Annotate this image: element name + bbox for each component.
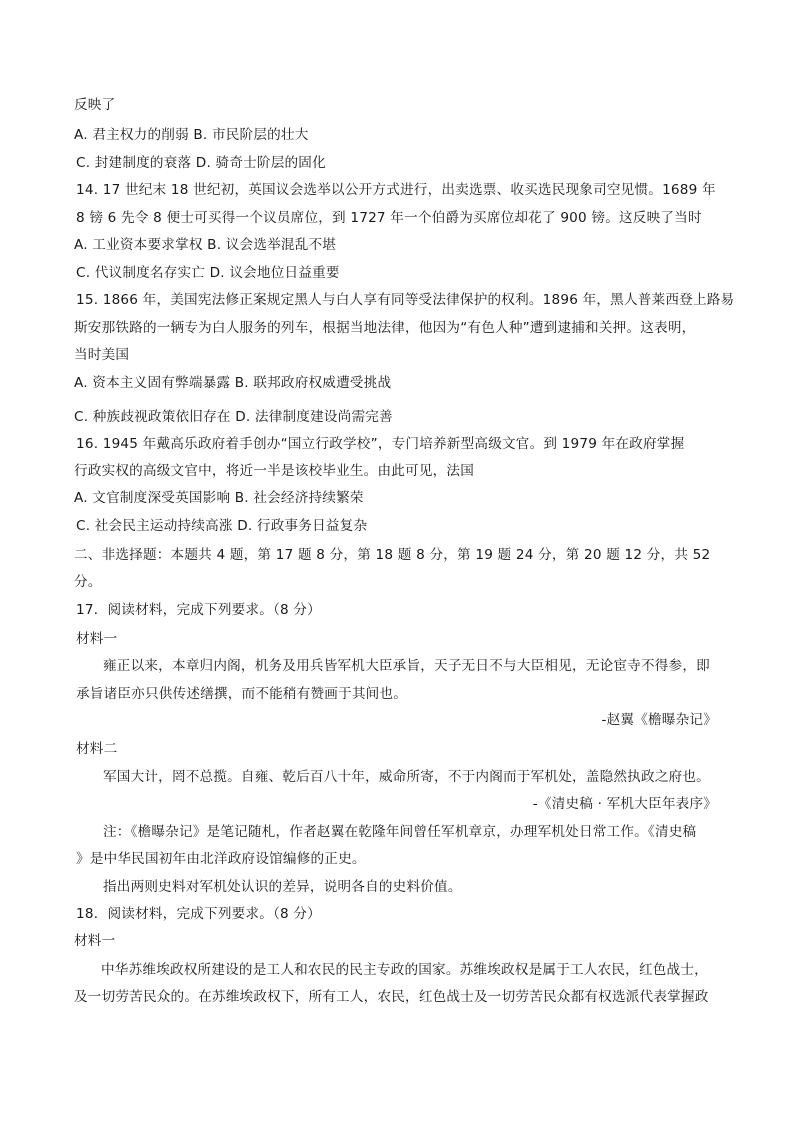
- material-label: 材料一: [76, 631, 118, 647]
- material-text: 雍正以来，本章归内阁，机务及用兵皆军机大臣承旨，天子无日不与大臣相见，无论宦寺不得参，即: [103, 658, 710, 674]
- question-14-options-ab: A. 工业资本要求掌权 B. 议会选举混乱不堪: [74, 237, 337, 253]
- question-15-stem: 当时美国: [74, 347, 130, 363]
- question-16-stem: 行政实权的高级文官中，将近一半是该校毕业生。由此可见，法国: [74, 463, 475, 479]
- question-15-options-ab: A. 资本主义固有弊端暴露 B. 联邦政府权威遭受挑战: [74, 375, 392, 391]
- question-14-options-cd: C. 代议制度名存实亡 D. 议会地位日益重要: [76, 265, 340, 281]
- material-text: 承旨诸臣亦只供传述缮撰，而不能稍有赞画于其间也。: [76, 686, 408, 702]
- question-18-title: 18．阅读材料，完成下列要求。（8 分）: [76, 906, 321, 922]
- question-13-stem-end: 反映了: [74, 97, 116, 113]
- question-16-options-ab: A. 文官制度深受英国影响 B. 社会经济持续繁荣: [74, 490, 364, 506]
- question-15-stem: 15. 1866 年，美国宪法修正案规定黑人与白人享有同等受法律保护的权利。1896 年，黑人普莱西登上路易: [76, 292, 735, 308]
- material-note: 》是中华民国初年由北洋政府设馆编修的正史。: [76, 851, 366, 867]
- question-14-stem: 14. 17 世纪末 18 世纪初，英国议会选举以公开方式进行，出卖选票、收买选民现象司空见惯。1689 年: [76, 182, 716, 198]
- question-15-options-cd: C. 种族歧视政策依旧存在 D. 法律制度建设尚需完善: [74, 409, 393, 425]
- question-13-options-ab: A. 君主权力的削弱 B. 市民阶层的壮大: [74, 127, 309, 143]
- material-text: 军国大计，罔不总揽。自雍、乾后百八十年，威命所寄，不于内阁而于军机处，盖隐然执政之府也。: [103, 769, 710, 785]
- question-16-options-cd: C. 社会民主运动持续高涨 D. 行政事务日益复杂: [76, 518, 368, 534]
- material-source: -赵翼《檐曝杂记》: [601, 712, 717, 728]
- material-text: 及一切劳苦民众的。在苏维埃政权下，所有工人，农民，红色战士及一切劳苦民众都有权选派代表掌握政: [74, 989, 709, 1005]
- question-16-stem: 16. 1945 年戴高乐政府着手创办“国立行政学校”，专门培养新型高级文官。到 1979 年在政府掌握: [76, 436, 685, 452]
- question-14-stem: 8 镑 6 先令 8 便士可买得一个议员席位，到 1727 年一个伯爵为买席位却花了 900 镑。这反映了当时: [76, 210, 702, 226]
- material-source: -《清史稿 · 军机大臣年表序》: [532, 796, 717, 812]
- section-heading: 二、非选择题：本题共 4 题，第 17 题 8 分，第 18 题 8 分，第 19 题 24 分，第 20 题 12 分，共 52: [74, 547, 711, 563]
- question-17-requirement: 指出两则史料对军机处认识的差异，说明各自的史料价值。: [103, 879, 462, 895]
- question-17-title: 17．阅读材料，完成下列要求。（8 分）: [76, 602, 321, 618]
- material-label: 材料一: [74, 933, 116, 949]
- question-13-options-cd: C. 封建制度的衰落 D. 骑奇士阶层的固化: [76, 155, 326, 171]
- material-note: 注：《檐曝杂记》是笔记随札，作者赵翼在乾隆年间曾任军机章京，办理军机处日常工作。《清史稿: [103, 824, 697, 840]
- material-label: 材料二: [76, 741, 118, 757]
- section-heading: 分。: [74, 574, 102, 590]
- material-text: 中华苏维埃政权所建设的是工人和农民的民主专政的国家。苏维埃政权是属于工人农民，红色战士，: [101, 962, 708, 978]
- question-15-stem: 斯安那铁路的一辆专为白人服务的列车，根据当地法律，他因为“有色人种”遭到逮捕和关押。这表明，: [74, 320, 696, 336]
